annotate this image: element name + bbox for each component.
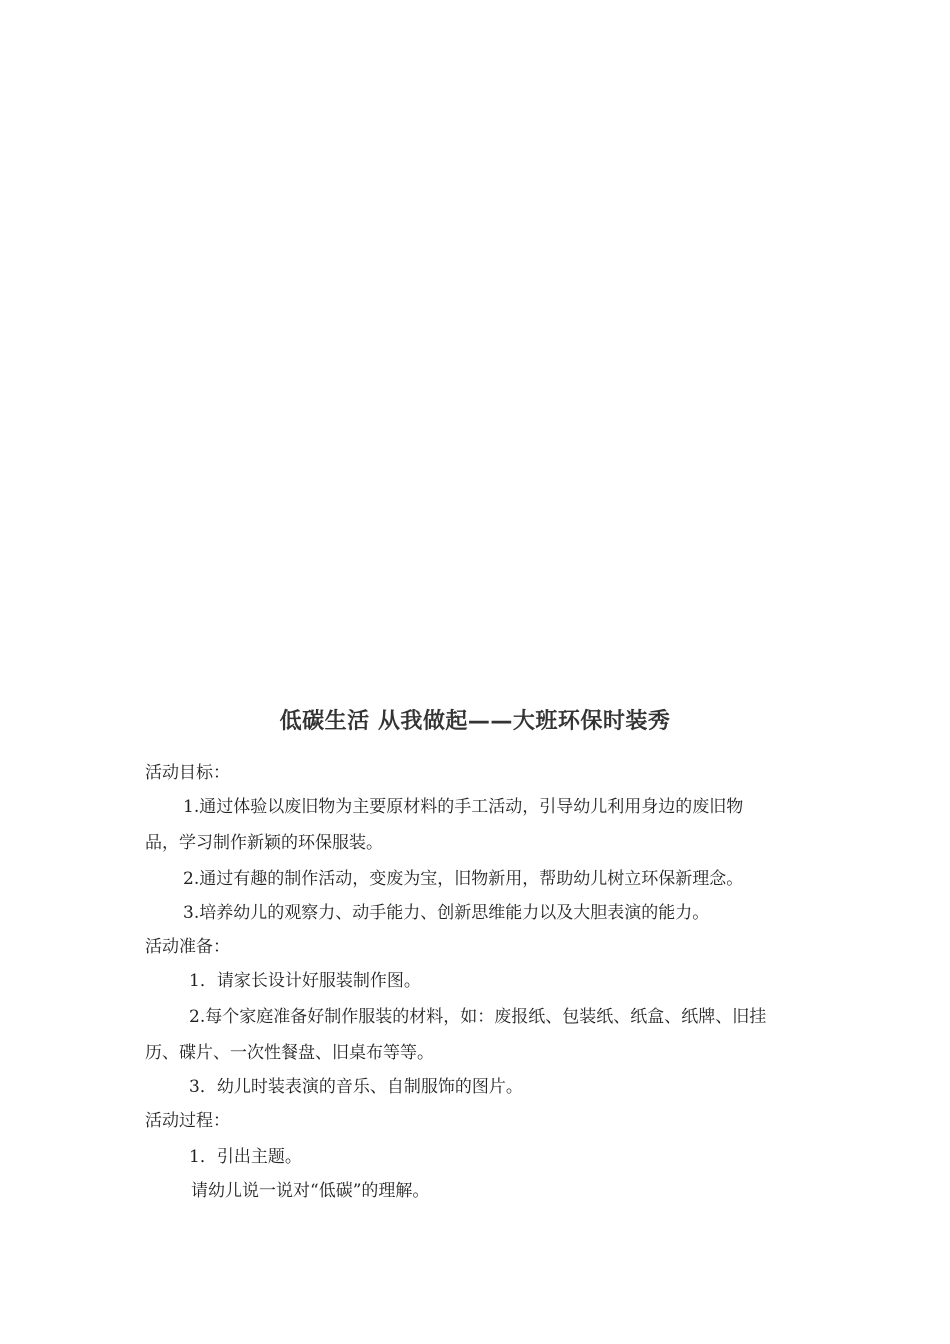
section-heading-goals: 活动目标：	[145, 763, 230, 783]
process-item-1: 1．引出主题。	[189, 1147, 302, 1167]
goal-item-1: 1.通过体验以废旧物为主要原材料的手工活动，引导幼儿利用身边的废旧物	[183, 797, 744, 817]
process-item-1-detail: 请幼儿说一说对“低碳”的理解。	[191, 1181, 430, 1201]
goal-item-3: 3.培养幼儿的观察力、动手能力、创新思维能力以及大胆表演的能力。	[183, 903, 710, 923]
goal-item-1-continued: 品，学习制作新颖的环保服装。	[145, 833, 383, 853]
preparation-item-3: 3．幼儿时装表演的音乐、自制服饰的图片。	[189, 1077, 523, 1097]
preparation-item-2: 2.每个家庭准备好制作服装的材料，如：废报纸、包装纸、纸盒、纸牌、旧挂	[189, 1007, 767, 1027]
section-heading-preparation: 活动准备：	[145, 937, 230, 957]
goal-item-2: 2.通过有趣的制作活动，变废为宝，旧物新用，帮助幼儿树立环保新理念。	[183, 869, 744, 889]
preparation-item-2-continued: 历、碟片、一次性餐盘、旧桌布等等。	[145, 1043, 434, 1063]
section-heading-process: 活动过程：	[145, 1111, 230, 1131]
document-title: 低碳生活 从我做起——大班环保时装秀	[279, 709, 671, 734]
preparation-item-1: 1．请家长设计好服装制作图。	[189, 971, 421, 991]
